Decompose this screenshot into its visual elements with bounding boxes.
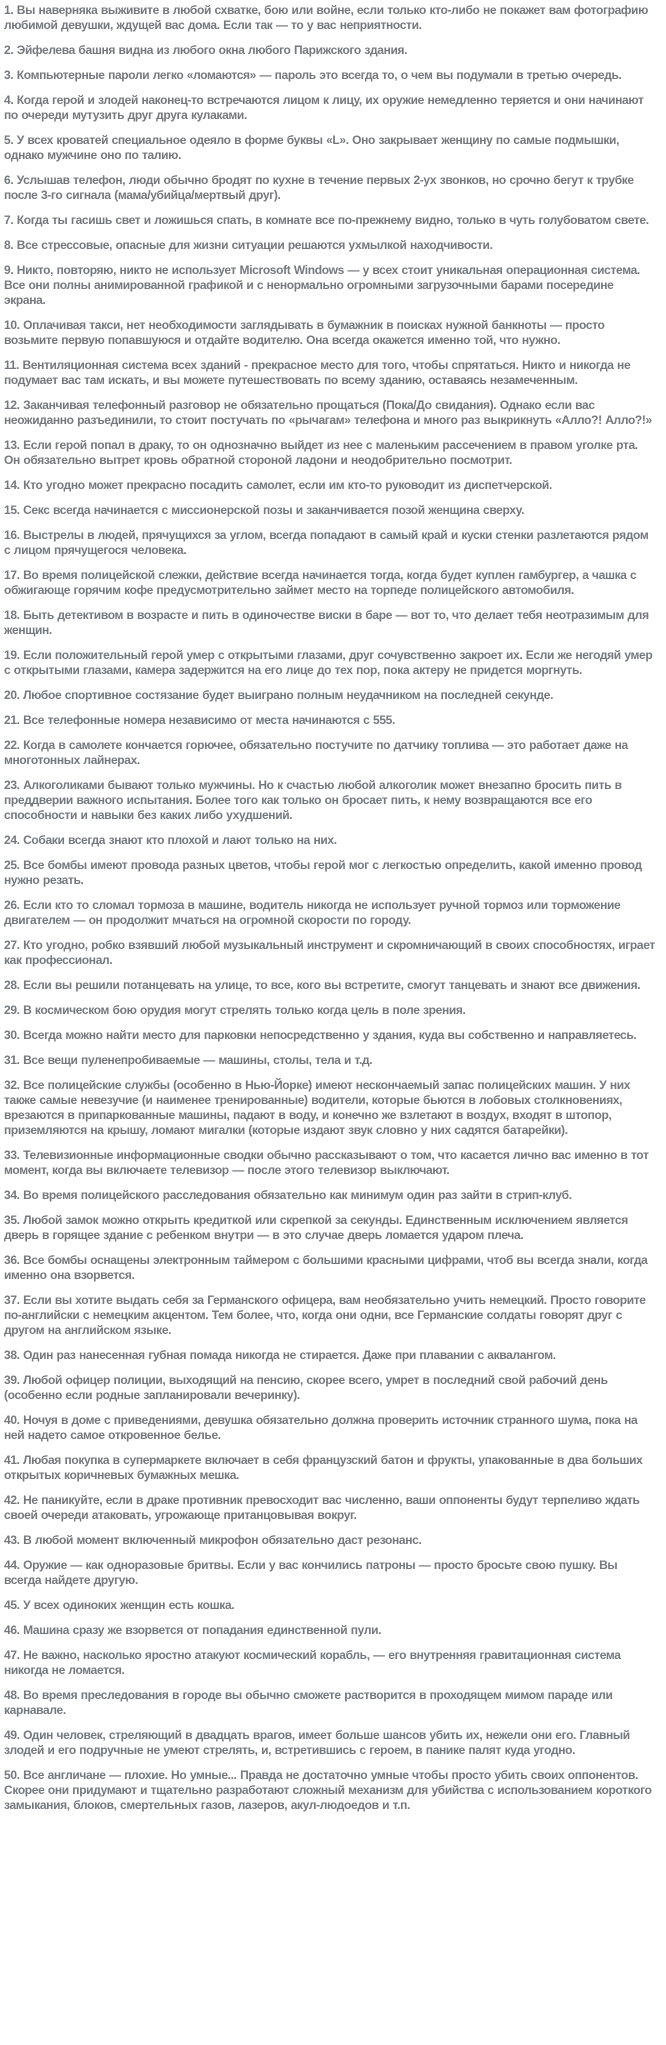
list-item: 32. Все полицейские службы (особенно в Нью-Йорке) имеют нескончаемый запас полицейских машин. У них также самые невезучие (и наименее тренированные) водители, которые бьются в лобовых столкновениях, врезаются в припаркованные машины, падают в воду, и конечно же взлетают в воздух, входят в штопор, приземляются на крышу, ломают мигалки (которые издают звук словно у них садятся батарейки). — [4, 1078, 631, 1137]
list-item: 44. Оружие — как одноразовые бритвы. Если у вас кончились патроны — просто бросьте свою пушку. Вы всегда найдете другую. — [4, 1558, 618, 1587]
list-item: 29. В космическом бою орудия могут стрелять только когда цель в поле зрения. — [4, 1003, 466, 1017]
list-item: 8. Все стрессовые, опасные для жизни ситуации решаются ухмылкой находчивости. — [4, 238, 493, 252]
list-item: 45. У всех одиноких женщин есть кошка. — [4, 1598, 235, 1612]
list-item: 33. Телевизионные информационные сводки обычно рассказывают о том, что касается лично вас именно в тот момент, когда вы включаете телевизор — после этого телевизор выключают. — [4, 1148, 649, 1177]
list-item: 19. Если положительный герой умер с открытыми глазами, друг сочувственно закроет их. Если же негодяй умер с открытыми глазами, камера задержится на его лице до тех пор, пока актеру не придется моргнуть. — [4, 648, 653, 677]
list-item: 2. Эйфелева башня видна из любого окна любого Парижского здания. — [4, 43, 408, 57]
list-item: 9. Никто, повторяю, никто не использует Microsoft Windows — у всех стоит уникальная операционная система. Все они полны анимированной графикой и с ненормально огромными загрузочными барами посередине экрана. — [4, 263, 640, 307]
list-item: 5. У всех кроватей специальное одеяло в форме буквы «L». Оно закрывает женщину по самые подмышки, однако мужчине оно по талию. — [4, 133, 620, 162]
list-item: 31. Все вещи пуленепробиваемые — машины, столы, тела и т.д. — [4, 1053, 373, 1067]
list-item: 40. Ночуя в доме с приведениями, девушка обязательно должна проверить источник странного шума, пока на ней надето самое откровенное белье. — [4, 1413, 638, 1442]
list-item: 36. Все бомбы оснащены электронным таймером с большими красными цифрами, чтоб вы всегда знали, когда именно она взорвется. — [4, 1253, 648, 1282]
list-item: 47. Не важно, насколько яростно атакуют космический корабль, — его внутренняя гравитационная система никогда не ломается. — [4, 1648, 621, 1677]
list-item: 6. Услышав телефон, люди обычно бродят по кухне в течение первых 2-ух звонков, но срочно бегут к трубке после 3-го сигнала (мама/убийца/мертвый друг). — [4, 173, 634, 202]
list-item: 43. В любой момент включенный микрофон обязательно даст резонанс. — [4, 1533, 422, 1547]
list-item: 7. Когда ты гасишь свет и ложишься спать, в комнате все по-прежнему видно, только в чуть голубоватом свете. — [4, 213, 649, 227]
list-item: 28. Если вы решили потанцевать на улице, то все, кого вы встретите, смогут танцевать и знают все движения. — [4, 978, 641, 992]
list-item: 15. Секс всегда начинается с миссионерской позы и заканчивается позой женщина сверху. — [4, 503, 525, 517]
list-item: 38. Один раз нанесенная губная помада никогда не стирается. Даже при плавании с аквалангом. — [4, 1348, 556, 1362]
list-item: 41. Любая покупка в супермаркете включает в себя французский батон и фрукты, упакованные в два больших открытых коричневых бумажных мешка. — [4, 1453, 643, 1482]
list-item: 21. Все телефонные номера независимо от места начинаются с 555. — [4, 713, 395, 727]
list-item: 30. Всегда можно найти место для парковки непосредственно у здания, куда вы собственно и направляетесь. — [4, 1028, 637, 1042]
list-item: 48. Во время преследования в городе вы обычно сможете растворится в проходящем мимом параде или карнавале. — [4, 1688, 613, 1717]
list-item: 3. Компьютерные пароли легко «ломаются» — пароль это всегда то, о чем вы подумали в третью очередь. — [4, 68, 622, 82]
list-item: 39. Любой офицер полиции, выходящий на пенсию, скорее всего, умрет в последний свой рабочий день (особенно если родные запланировали вечеринку). — [4, 1373, 608, 1402]
list-item: 10. Оплачивая такси, нет необходимости заглядывать в бумажник в поисках нужной банкноты — просто возьмите первую попавшуюся и отдайте водителю. Она всегда окажется именно той, что нужно. — [4, 318, 605, 347]
list-item: 49. Один человек, стреляющий в двадцать врагов, имеет больше шансов убить их, нежели они его. Главный злодей и его подручные не умеют стрелять, и, встретившись с героем, в панике палят куда угодно. — [4, 1728, 630, 1757]
list-item: 46. Машина сразу же взорвется от попадания единственной пули. — [4, 1623, 382, 1637]
list-item: 35. Любой замок можно открыть кредиткой или скрепкой за секунды. Единственным исключением является дверь в горящее здание с ребенком внутри — в это случае дверь ломается ударом плеча. — [4, 1213, 628, 1242]
list-item: 18. Быть детективом в возрасте и пить в одиночестве виски в баре — вот то, что делает тебя неотразимым для женщин. — [4, 608, 649, 637]
list-item: 1. Вы наверняка выживите в любой схватке, бою или войне, если только кто-либо не покажет вам фотографию любимой девушки, ждущей вас дома. Если так — то у вас неприятности. — [4, 3, 648, 32]
list-item: 16. Выстрелы в людей, прячущихся за углом, всегда попадают в самый край и куски стенки разлетаются рядом с лицом прячущегося человека. — [4, 528, 649, 557]
list-item: 27. Кто угодно, робко взявший любой музыкальный инструмент и скромничающий в своих способностях, играет как профессионал. — [4, 938, 655, 967]
list-item: 12. Заканчивая телефонный разговор не обязательно прощаться (Пока/До свидания). Однако если вас неожиданно разъединили, то стоит постучать по «рычагам» телефона и много раз выкрикнуть «Алло?! Алло?!» — [4, 398, 652, 427]
list-item: 26. Если кто то сломал тормоза в машине, водитель никогда не использует ручной тормоз или торможение двигателем — он продолжит мчаться на огромной скорости по городу. — [4, 898, 621, 927]
list-item: 20. Любое спортивное состязание будет выиграно полным неудачником на последней секунде. — [4, 688, 554, 702]
list-item: 25. Все бомбы имеют провода разных цветов, чтобы герой мог с легкостью определить, какой именно провод нужно резать. — [4, 858, 642, 887]
list-item: 11. Вентиляционная система всех зданий - прекрасное место для того, чтобы спрятаться. Никто и никогда не подумает вас там искать, и вы можете путешествовать по всему зданию, оставаясь незамеченным. — [4, 358, 631, 387]
list-item: 42. Не паникуйте, если в драке противник превосходит вас численно, ваши оппоненты будут терпеливо ждать своей очереди атаковать, угрожающе пританцовывая вокруг. — [4, 1493, 640, 1522]
list-item: 22. Когда в самолете кончается горючее, обязательно постучите по датчику топлива — это работает даже на многотонных лайнерах. — [4, 738, 628, 767]
list-item: 14. Кто угодно может прекрасно посадить самолет, если им кто-то руководит из диспетчерской. — [4, 478, 552, 492]
list-item: 50. Все англичане — плохие. Но умные... Правда не достаточно умные чтобы просто убить своих оппонентов. Скорее они придумают и тщательно разработают сложный механизм для убийства с использованием короткого замыкания, блоков, смертельных газов, лазеров, акул-людоедов и т.п. — [4, 1768, 652, 1812]
list-item: 23. Алкоголиками бывают только мужчины. Но к счастью любой алкоголик может внезапно бросить пить в преддверии важного испытания. Более того как только он бросает пить, к нему возвращаются все его способности и навыки без каких либо ухудшений. — [4, 778, 622, 822]
list-item: 34. Во время полицейского расследования обязательно как минимум один раз зайти в стрип-клуб. — [4, 1188, 572, 1202]
list-item: 4. Когда герой и злодей наконец-то встречаются лицом к лицу, их оружие немедленно теряется и они начинают по очереди мутузить друг друга кулаками. — [4, 93, 644, 122]
list-item: 13. Если герой попал в драку, то он однозначно выйдет из нее с маленьким рассечением в правом уголке рта. Он обязательно вытрет кровь обратной стороной ладони и неодобрительно посмотрит. — [4, 438, 638, 467]
list-item: 24. Собаки всегда знают кто плохой и лают только на них. — [4, 833, 337, 847]
list-item: 17. Во время полицейской слежки, действие всегда начинается тогда, когда будет куплен гамбургер, а чашка с обжигающе горячим кофе предусмотрительно займет место на торпеде полицейского автомобиля. — [4, 568, 637, 597]
list-item: 37. Если вы хотите выдать себя за Германского офицера, вам необязательно учить немецкий. Просто говорите по-английски с немецким акцентом. Тем более, что, когда они одни, все Германские солдаты говорят друг с другом на английском языке. — [4, 1293, 646, 1337]
